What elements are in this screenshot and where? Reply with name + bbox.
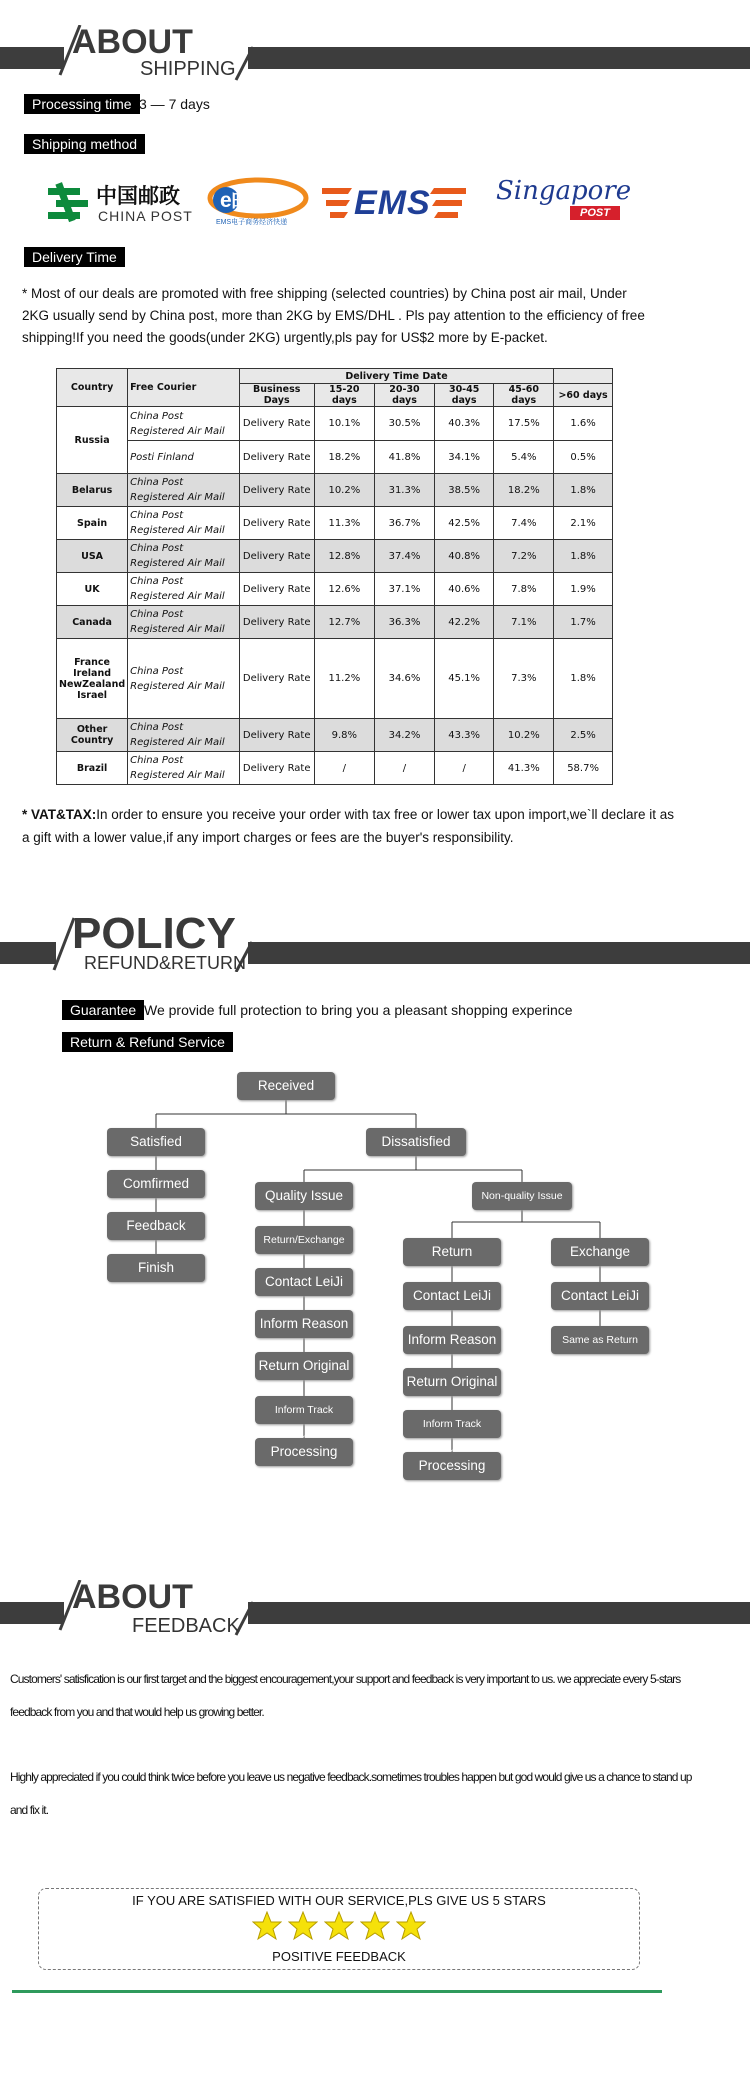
node-same-as-return: Same as Return <box>551 1326 649 1354</box>
node-contact-q: Contact LeiJi <box>255 1268 353 1296</box>
node-inform-track-q: Inform Track <box>255 1396 353 1424</box>
node-processing-r: Processing <box>403 1452 501 1480</box>
node-return-original-q: Return Original <box>255 1352 353 1380</box>
node-feedback: Feedback <box>107 1212 205 1240</box>
table-row <box>57 474 613 507</box>
courier-cell: China Post Registered Air Mail <box>128 507 240 540</box>
value-cell: 43.3% <box>434 719 494 752</box>
star-icon <box>396 1911 426 1941</box>
rate-label-cell: Delivery Rate <box>239 752 314 785</box>
shipping-note-line-3: shipping!If you need the goods(under 2KG) urgently,pls pay for US$2 more by E-packet. <box>22 330 548 345</box>
header-20-30: 20-30 days <box>375 384 435 407</box>
value-cell: 5.4% <box>494 441 554 474</box>
value-cell: 41.8% <box>375 441 435 474</box>
value-cell: 10.2% <box>314 474 375 507</box>
value-cell: 40.3% <box>434 407 494 441</box>
table-row <box>57 507 613 540</box>
courier-cell: China Post Registered Air Mail <box>128 719 240 752</box>
e-post-logo <box>206 176 310 228</box>
guarantee-label: Guarantee <box>62 1000 144 1020</box>
country-cell: Russia <box>57 407 128 474</box>
vat-bold: * VAT&TAX: <box>22 807 97 822</box>
value-cell: 1.8% <box>554 540 613 573</box>
feedback-header <box>0 1580 750 1640</box>
value-cell: 18.2% <box>494 474 554 507</box>
rate-label-cell: Delivery Rate <box>239 407 314 441</box>
five-star-box <box>38 1888 640 1970</box>
node-return-exchange: Return/Exchange <box>255 1226 353 1254</box>
country-cell: UK <box>57 573 128 606</box>
e-post-cn: e邮宝 <box>220 189 274 212</box>
shipping-note-line-2: 2KG usually send by China post, more than 2KG by EMS/DHL . Pls pay attention to the efficiency of free <box>22 308 645 323</box>
header-big-word: POLICY <box>72 909 236 958</box>
node-comfirmed: Comfirmed <box>107 1170 205 1198</box>
vat-line-1 <box>22 804 674 826</box>
node-inform-reason-r: Inform Reason <box>403 1326 501 1354</box>
header-big-word: ABOUT <box>72 1578 193 1616</box>
china-post-en: CHINA POST <box>98 208 193 224</box>
china-post-logo <box>44 178 194 226</box>
value-cell: 1.8% <box>554 474 613 507</box>
e-post-en: EMS电子商务经济快递 <box>216 219 288 226</box>
china-post-cn: 中国邮政 <box>96 183 180 208</box>
value-cell: 31.3% <box>375 474 435 507</box>
courier-cell: Posti Finland <box>128 441 240 474</box>
rate-label-cell: Delivery Rate <box>239 507 314 540</box>
node-quality-issue: Quality Issue <box>255 1182 353 1210</box>
node-processing-q: Processing <box>255 1438 353 1466</box>
value-cell: 45.1% <box>434 639 494 719</box>
value-cell: 1.6% <box>554 407 613 441</box>
value-cell: 1.7% <box>554 606 613 639</box>
value-cell: 36.3% <box>375 606 435 639</box>
table-row <box>57 752 613 785</box>
shipping-header <box>0 25 750 85</box>
country-cell: Spain <box>57 507 128 540</box>
value-cell: 10.1% <box>314 407 375 441</box>
table-row <box>57 441 613 474</box>
header-45-60: 45-60 days <box>494 384 554 407</box>
country-cell: France Ireland NewZealand Israel <box>57 639 128 719</box>
five-star-box-top-text: IF YOU ARE SATISFIED WITH OUR SERVICE,PLS GIVE US 5 STARS <box>132 1893 546 1908</box>
other-country-rows <box>57 474 613 785</box>
node-received: Received <box>237 1072 335 1100</box>
star-icon <box>360 1911 390 1941</box>
value-cell: 37.1% <box>375 573 435 606</box>
value-cell: 42.2% <box>434 606 494 639</box>
value-cell: 41.3% <box>494 752 554 785</box>
rate-label-cell: Delivery Rate <box>239 573 314 606</box>
delivery-time-label: Delivery Time <box>24 247 125 267</box>
value-cell: 36.7% <box>375 507 435 540</box>
table-row <box>57 639 613 719</box>
rate-label-cell: Delivery Rate <box>239 441 314 474</box>
green-divider-line <box>12 1990 662 1993</box>
ems-text: EMS <box>354 184 431 222</box>
node-return: Return <box>403 1238 501 1266</box>
rate-label-cell: Delivery Rate <box>239 719 314 752</box>
header-15-20: 15-20 days <box>314 384 375 407</box>
table-header-row <box>57 369 613 384</box>
rate-label-cell: Delivery Rate <box>239 639 314 719</box>
policy-header <box>0 909 750 973</box>
return-refund-label: Return & Refund Service <box>62 1032 233 1052</box>
value-cell: 34.1% <box>434 441 494 474</box>
courier-cell: China Post Registered Air Mail <box>128 474 240 507</box>
value-cell: 40.8% <box>434 540 494 573</box>
value-cell: 7.2% <box>494 540 554 573</box>
courier-cell: China Post Registered Air Mail <box>128 752 240 785</box>
value-cell: / <box>314 752 375 785</box>
header-delivery-group: Delivery Time Date <box>239 369 553 384</box>
value-cell: / <box>375 752 435 785</box>
header-business-days: Business Days <box>239 384 314 407</box>
value-cell: 34.2% <box>375 719 435 752</box>
five-star-box-bottom-text: POSITIVE FEEDBACK <box>272 1949 406 1964</box>
value-cell: 9.8% <box>314 719 375 752</box>
table-row <box>57 540 613 573</box>
shipping-note-line-1: * Most of our deals are promoted with free shipping (selected countries) by China post air mail, Under <box>22 286 627 301</box>
node-non-quality-issue: Non-quality Issue <box>472 1182 572 1210</box>
header-small-word: REFUND&RETURN <box>84 953 246 973</box>
star-icon <box>288 1911 318 1941</box>
value-cell: 7.8% <box>494 573 554 606</box>
header-big-word: ABOUT <box>72 23 193 61</box>
rate-label-cell: Delivery Rate <box>239 474 314 507</box>
header-empty <box>554 369 613 384</box>
value-cell: 0.5% <box>554 441 613 474</box>
node-satisfied: Satisfied <box>107 1128 205 1156</box>
star-icon <box>252 1911 282 1941</box>
value-cell: 7.4% <box>494 507 554 540</box>
singapore-post-tag: POST <box>570 206 620 220</box>
node-return-original-r: Return Original <box>403 1368 501 1396</box>
feedback-para-2a: Highly appreciated if you could think twice before you leave us negative feedback.sometimes troubles happen but god would give us a chance to stand up <box>10 1770 692 1784</box>
value-cell: 12.8% <box>314 540 375 573</box>
value-cell: 40.6% <box>434 573 494 606</box>
courier-cell: China Post Registered Air Mail <box>128 606 240 639</box>
shipping-method-label: Shipping method <box>24 134 145 154</box>
vat-line-2: a gift with a lower value,if any import charges or fees are the buyer's responsibility. <box>22 830 514 845</box>
rate-label-cell: Delivery Rate <box>239 540 314 573</box>
value-cell: 10.2% <box>494 719 554 752</box>
singapore-post-logo <box>496 176 630 226</box>
value-cell: 7.1% <box>494 606 554 639</box>
node-exchange: Exchange <box>551 1238 649 1266</box>
header-small-word: FEEDBACK <box>132 1615 240 1637</box>
node-contact-r: Contact LeiJi <box>403 1282 501 1310</box>
header-30-45: 30-45 days <box>434 384 494 407</box>
value-cell: 1.9% <box>554 573 613 606</box>
value-cell: 11.3% <box>314 507 375 540</box>
header-small-word: SHIPPING <box>140 58 236 80</box>
country-cell: Belarus <box>57 474 128 507</box>
ems-logo <box>322 184 466 224</box>
feedback-para-1b: feedback from you and that would help us growing better. <box>10 1705 264 1719</box>
value-cell: 37.4% <box>375 540 435 573</box>
node-inform-track-r: Inform Track <box>403 1410 501 1438</box>
node-inform-reason-q: Inform Reason <box>255 1310 353 1338</box>
table-row <box>57 407 613 441</box>
value-cell: 11.2% <box>314 639 375 719</box>
table-row <box>57 573 613 606</box>
value-cell: 34.6% <box>375 639 435 719</box>
header-country: Country <box>57 369 128 407</box>
value-cell: 12.6% <box>314 573 375 606</box>
value-cell: / <box>434 752 494 785</box>
singapore-script: Singapore <box>496 176 632 206</box>
table-row <box>57 719 613 752</box>
courier-cell: China Post Registered Air Mail <box>128 573 240 606</box>
guarantee-text: We provide full protection to bring you a pleasant shopping experince <box>144 1002 573 1018</box>
value-cell: 38.5% <box>434 474 494 507</box>
country-cell: Other Country <box>57 719 128 752</box>
courier-cell: China Post Registered Air Mail <box>128 540 240 573</box>
node-contact-e: Contact LeiJi <box>551 1282 649 1310</box>
value-cell: 58.7% <box>554 752 613 785</box>
courier-cell: China Post Registered Air Mail <box>128 407 240 441</box>
value-cell: 30.5% <box>375 407 435 441</box>
vat-text: In order to ensure you receive your order with tax free or lower tax upon import,we`ll declare it as <box>96 807 675 822</box>
processing-time-value: 3 — 7 days <box>139 96 210 112</box>
courier-cell: China Post Registered Air Mail <box>128 639 240 719</box>
country-cell: Canada <box>57 606 128 639</box>
country-cell: USA <box>57 540 128 573</box>
feedback-para-2b: and fix it. <box>10 1803 49 1817</box>
header-courier: Free Courier <box>128 369 240 407</box>
node-finish: Finish <box>107 1254 205 1282</box>
value-cell: 1.8% <box>554 639 613 719</box>
value-cell: 18.2% <box>314 441 375 474</box>
feedback-para-1a: Customers' satisfication is our first target and the biggest encouragement,your support and feedback is very important to us. we appreciate every 5-stars <box>10 1672 681 1686</box>
node-dissatisfied: Dissatisfied <box>366 1128 466 1156</box>
country-cell: Brazil <box>57 752 128 785</box>
processing-time-label: Processing time <box>24 94 140 114</box>
delivery-rate-table <box>56 368 613 785</box>
value-cell: 2.1% <box>554 507 613 540</box>
value-cell: 17.5% <box>494 407 554 441</box>
table-row <box>57 606 613 639</box>
value-cell: 2.5% <box>554 719 613 752</box>
rate-label-cell: Delivery Rate <box>239 606 314 639</box>
value-cell: 7.3% <box>494 639 554 719</box>
five-star-row <box>39 1911 639 1946</box>
header-over-60: >60 days <box>554 384 613 407</box>
value-cell: 12.7% <box>314 606 375 639</box>
star-icon <box>324 1911 354 1941</box>
value-cell: 42.5% <box>434 507 494 540</box>
china-post-emblem-icon <box>44 178 92 226</box>
